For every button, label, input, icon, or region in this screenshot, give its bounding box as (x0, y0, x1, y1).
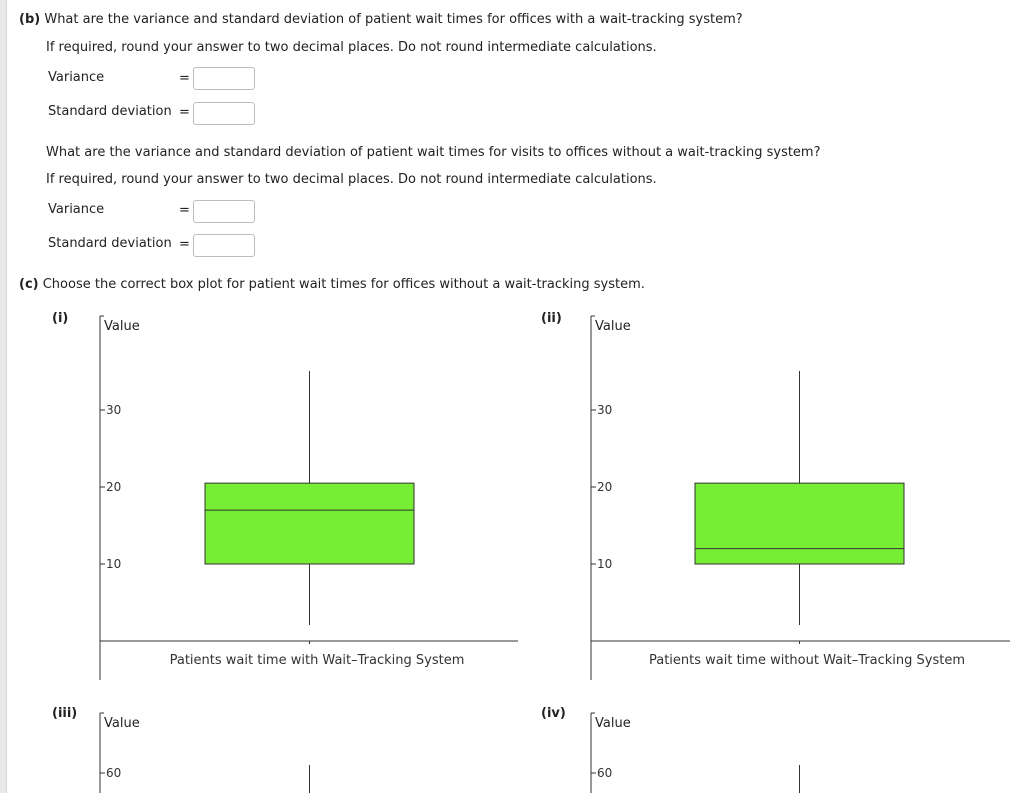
y-axis-title: Value (104, 319, 140, 334)
x-axis-title: Patients wait time without Wait–Tracking System (648, 653, 966, 668)
y-tick-label: 60 (597, 766, 613, 780)
box-plot-2 (591, 316, 1010, 680)
box-plot-1 (100, 316, 518, 680)
part-b-question-1-text: What are the variance and standard deviation of patient wait times for offices with a wait-tracking system? (44, 12, 743, 27)
part-b-instruction-2: If required, round your answer to two decimal places. Do not round intermediate calculations. (46, 172, 657, 187)
sd-label-2: Standard deviation (48, 236, 172, 251)
option-label-iv[interactable]: (iv) (541, 706, 566, 721)
y-tick-label: 30 (106, 403, 122, 417)
y-tick-label: 10 (597, 557, 613, 571)
y-tick-label: 20 (597, 480, 613, 494)
sd-equals-1: = (179, 105, 190, 120)
y-tick-label: 10 (106, 557, 122, 571)
sd-equals-2: = (179, 237, 190, 252)
option-label-i[interactable]: (i) (52, 311, 69, 326)
part-c-question-text: Choose the correct box plot for patient wait times for offices without a wait-tracking system. (42, 277, 645, 292)
y-tick-label: 30 (597, 403, 613, 417)
y-axis-title: Value (104, 716, 140, 731)
y-tick-label: 20 (106, 480, 122, 494)
x-axis-title: Patients wait time with Wait–Tracking System (169, 653, 465, 668)
sd-label-1: Standard deviation (48, 104, 172, 119)
box-plot-4 (591, 713, 800, 793)
variance-equals-1: = (179, 71, 190, 86)
part-b-prefix: (b) (19, 12, 41, 27)
box-iqr (695, 483, 904, 564)
variance-equals-2: = (179, 203, 190, 218)
part-b-question-2: What are the variance and standard deviation of patient wait times for visits to offices without a wait-tracking system? (46, 145, 821, 160)
variance-label-1: Variance (48, 70, 105, 85)
option-label-ii[interactable]: (ii) (541, 311, 562, 326)
y-tick-label: 60 (106, 766, 122, 780)
part-b-instruction-1: If required, round your answer to two decimal places. Do not round intermediate calculations. (46, 40, 657, 55)
option-label-iii[interactable]: (iii) (52, 706, 78, 721)
box-iqr (205, 483, 414, 564)
variance-label-2: Variance (48, 202, 105, 217)
y-axis-title: Value (595, 319, 631, 334)
y-axis-title: Value (595, 716, 631, 731)
box-plot-3 (100, 713, 310, 793)
part-c-prefix: (c) (19, 277, 39, 292)
